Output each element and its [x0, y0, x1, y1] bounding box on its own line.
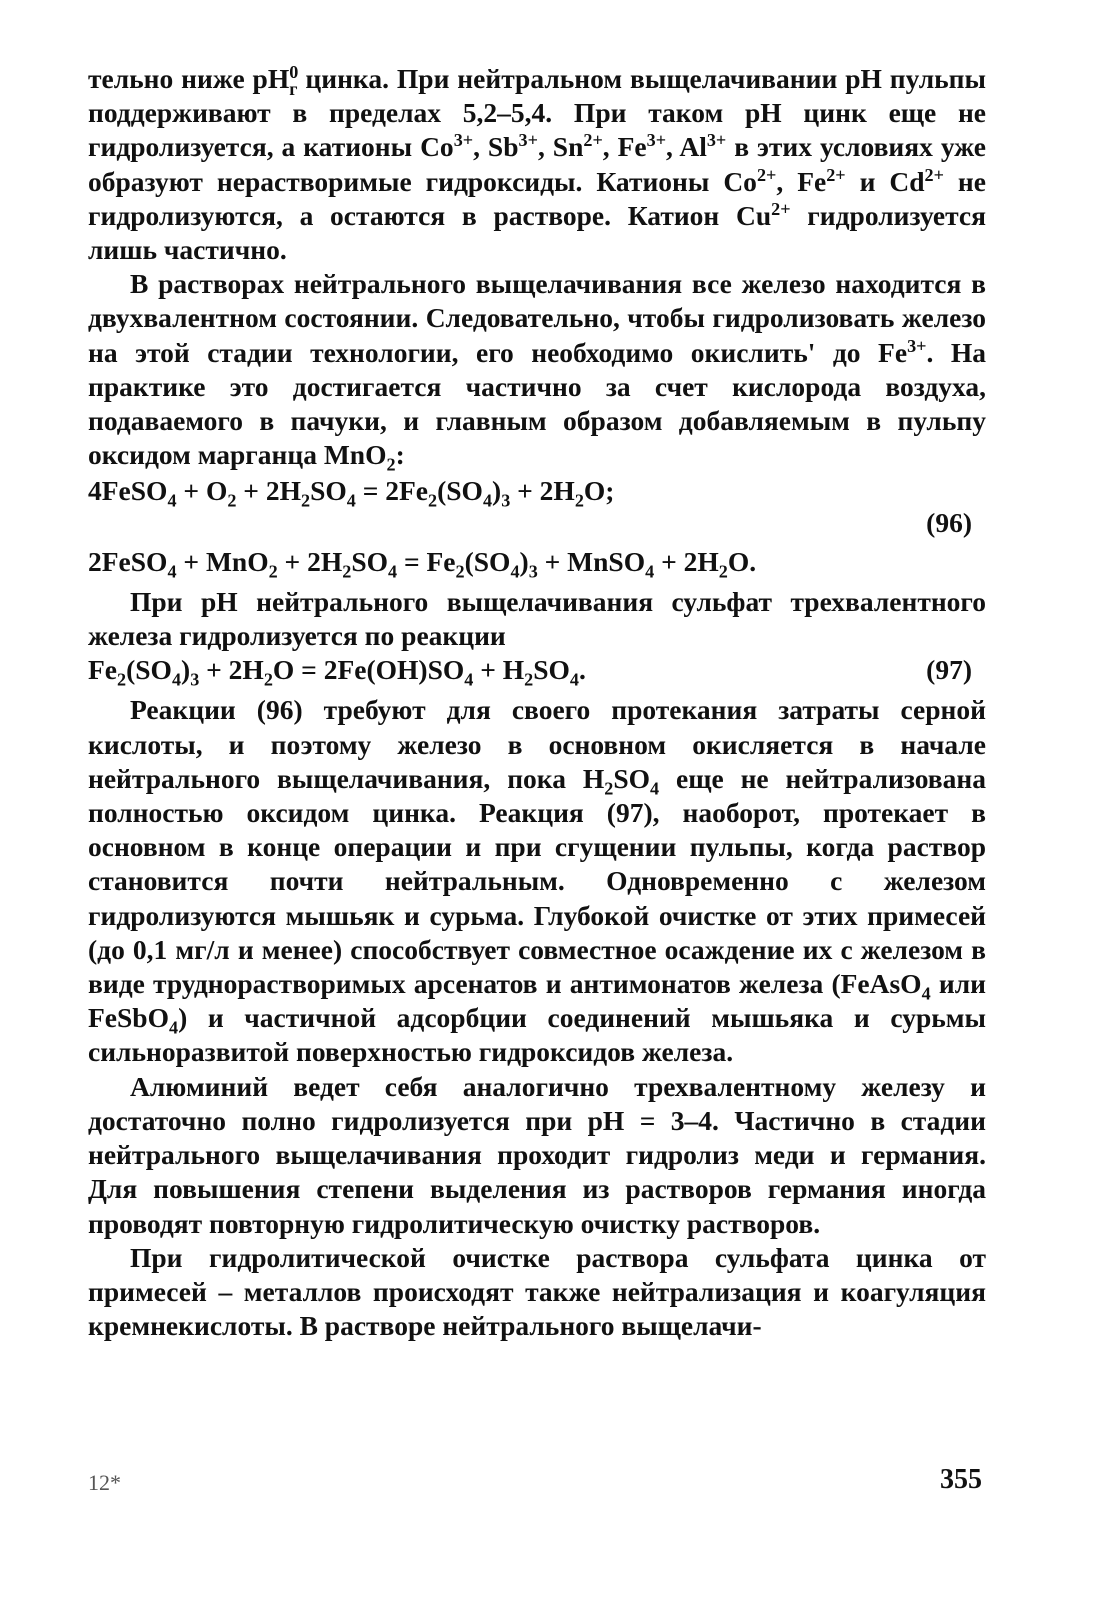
text: ) [492, 475, 502, 507]
text: (SO [437, 475, 483, 507]
subscript: 3 [501, 490, 511, 511]
text: . На практике это достигается частично за счет кислорода воздуха, подаваемого в пачуки, и главным образом добавляемым в пульпу оксидом марганца MnO [88, 336, 986, 471]
text: + MnSO [537, 545, 646, 577]
text: ) [519, 545, 529, 577]
text: ) и частичной адсорбции соединений мышьяка и сурьмы сильноразвитой поверхностью гидроксидов железа. [88, 1002, 986, 1068]
subscript: 4 [464, 669, 474, 690]
text: 4FeSO [88, 475, 168, 507]
paragraph-6: При гидролитической очистке раствора сульфата цинка от примесей – металлов происходят также нейтрализация и коагуляция кремнекислоты. В растворе нейтрального выщелачи- [88, 1241, 986, 1342]
page-body [88, 62, 986, 1343]
text: не гидролизуются, а остаются в растворе. Катион Cu [88, 165, 986, 231]
text: O. [727, 545, 757, 577]
subscript: 4 [510, 561, 520, 582]
equation-line [88, 653, 986, 690]
text: SO [351, 545, 388, 577]
text: ) [181, 654, 191, 686]
equation-line-2 [88, 545, 986, 582]
text: гидролизуется лишь частично. [88, 199, 986, 266]
text: + O [176, 475, 228, 507]
subscript: 2 [455, 561, 465, 582]
superscript: 2+ [826, 164, 846, 185]
subscript: 2 [574, 490, 584, 511]
subscript: 4 [171, 669, 182, 690]
text: + 2H [654, 545, 719, 577]
text: , Sb [473, 131, 519, 163]
text: , Fe [776, 165, 827, 197]
text: O = 2Fe(OH)SO [272, 654, 465, 686]
paragraph-4 [88, 693, 986, 1069]
subscript: 4 [482, 490, 493, 511]
text: + MnO [176, 545, 269, 577]
text: : [395, 439, 405, 471]
signature-mark: 12* [88, 1470, 121, 1495]
paragraph-3: При pH нейтрального выщелачивания сульфат трехвалентного железа гидролизуется по реакции [88, 585, 986, 652]
subscript: г [289, 78, 298, 99]
subscript: 2 [386, 454, 396, 475]
equation-number: (97) [926, 654, 972, 686]
subscript: 2 [268, 561, 278, 582]
superscript: 3+ [907, 335, 927, 356]
equation-96 [88, 474, 986, 582]
subscript: 2 [718, 561, 728, 582]
text: SO [310, 475, 347, 507]
superscript: 2+ [771, 198, 791, 219]
subscript: 4 [650, 778, 660, 799]
subscript: 3 [528, 561, 538, 582]
subscript: 4 [921, 983, 931, 1004]
text: = 2Fe [355, 475, 429, 507]
text: и Cd [845, 165, 925, 197]
text: или FeSbO [88, 968, 986, 1034]
text: , Fe [602, 131, 647, 163]
page-number: 355 [940, 1464, 982, 1495]
text: = Fe [397, 545, 456, 577]
superscript: 2+ [756, 164, 777, 185]
subscript: 4 [167, 561, 177, 582]
superscript: 3+ [706, 130, 727, 151]
text: тельно ниже pH [88, 63, 290, 94]
text: 2FeSO [88, 545, 168, 577]
superscript: 3+ [518, 130, 538, 151]
paragraph-1 [88, 62, 986, 267]
superscript: 3+ [453, 130, 474, 151]
subscript: 4 [168, 1017, 179, 1038]
subscript: 2 [227, 490, 237, 511]
text: SO [613, 762, 651, 794]
superscript: 3+ [646, 130, 667, 151]
text: В растворах нейтрального выщелачивания все железо находится в двухвалентном состоянии. Следовательно, чтобы гидролизовать железо на этой стадии технологии, его необходимо окислить' до Fe [88, 268, 986, 368]
text: . [579, 654, 586, 686]
subscript: 2 [524, 669, 534, 690]
text: SO [533, 654, 570, 686]
text: + 2H [199, 654, 264, 686]
text: (SO [126, 654, 172, 686]
paragraph-5: Алюминий ведет себя аналогично трехвалентному железу и достаточно полно гидролизуется при pH = 3–4. Частично в стадии нейтрального выщелачивания проходит гидролиз меди и германия. Для повышения степени выделения из растворов германия иногда проводят повторную гидролитическую очистку растворов. [88, 1070, 986, 1239]
text: цинка. При нейтральном выщелачивании pH пульпы поддерживают в пределах 5,2–5,4. При таком pH цинк еще не гидролизуется, а катионы Co [88, 63, 986, 163]
text: + 2H [277, 545, 343, 577]
subscript: 4 [167, 490, 177, 511]
text: в этих условиях уже образуют нерастворимые гидроксиды. Катионы Co [88, 131, 987, 197]
subscript: 2 [428, 490, 438, 511]
subscript: 4 [569, 669, 579, 690]
equation-line-1 [88, 474, 986, 511]
text: + H [473, 654, 525, 686]
subscript: 4 [346, 490, 356, 511]
text: + 2H [236, 475, 301, 507]
paragraph-2 [88, 267, 986, 475]
text: еще не нейтрализована полностью оксидом цинка. Реакция (97), наоборот, протекает в основном в конце операции и при сгущении пульпы, когда раствор становится почти нейтральным. Одновременно с железом гидролизуются мышьяк и сурьма. Глубокой очистке от этих примесей (до 0,1 мг/л и менее) способствует совместное осаждение их с железом в виде труднорастворимых арсенатов и антимонатов железа (FeAsO [88, 762, 986, 1000]
text: (SO [464, 545, 511, 577]
superscript: 2+ [583, 130, 603, 151]
page-footer [88, 1464, 986, 1504]
subscript: 2 [604, 778, 614, 799]
superscript: 2+ [924, 164, 944, 185]
text: O; [583, 475, 615, 507]
subscript: 2 [263, 669, 273, 690]
text: + 2H [510, 475, 575, 507]
text: Fe [88, 654, 118, 686]
text: Реакции (96) требуют для своего протекания затраты серной кислоты, и поэтому железо в основном окисляется в начале нейтрального выщелачивания, пока H [88, 694, 986, 794]
subscript: 2 [300, 490, 311, 511]
equation-97 [88, 653, 986, 690]
subscript: 4 [645, 561, 655, 582]
subscript: 2 [342, 561, 352, 582]
text: , Sn [537, 131, 584, 163]
subscript: 4 [388, 561, 398, 582]
text: , Al [666, 131, 707, 163]
subscript: 2 [117, 669, 127, 690]
superscript: 0 [289, 61, 299, 82]
subscript: 3 [190, 669, 200, 690]
equation-number: (96) [926, 507, 972, 539]
